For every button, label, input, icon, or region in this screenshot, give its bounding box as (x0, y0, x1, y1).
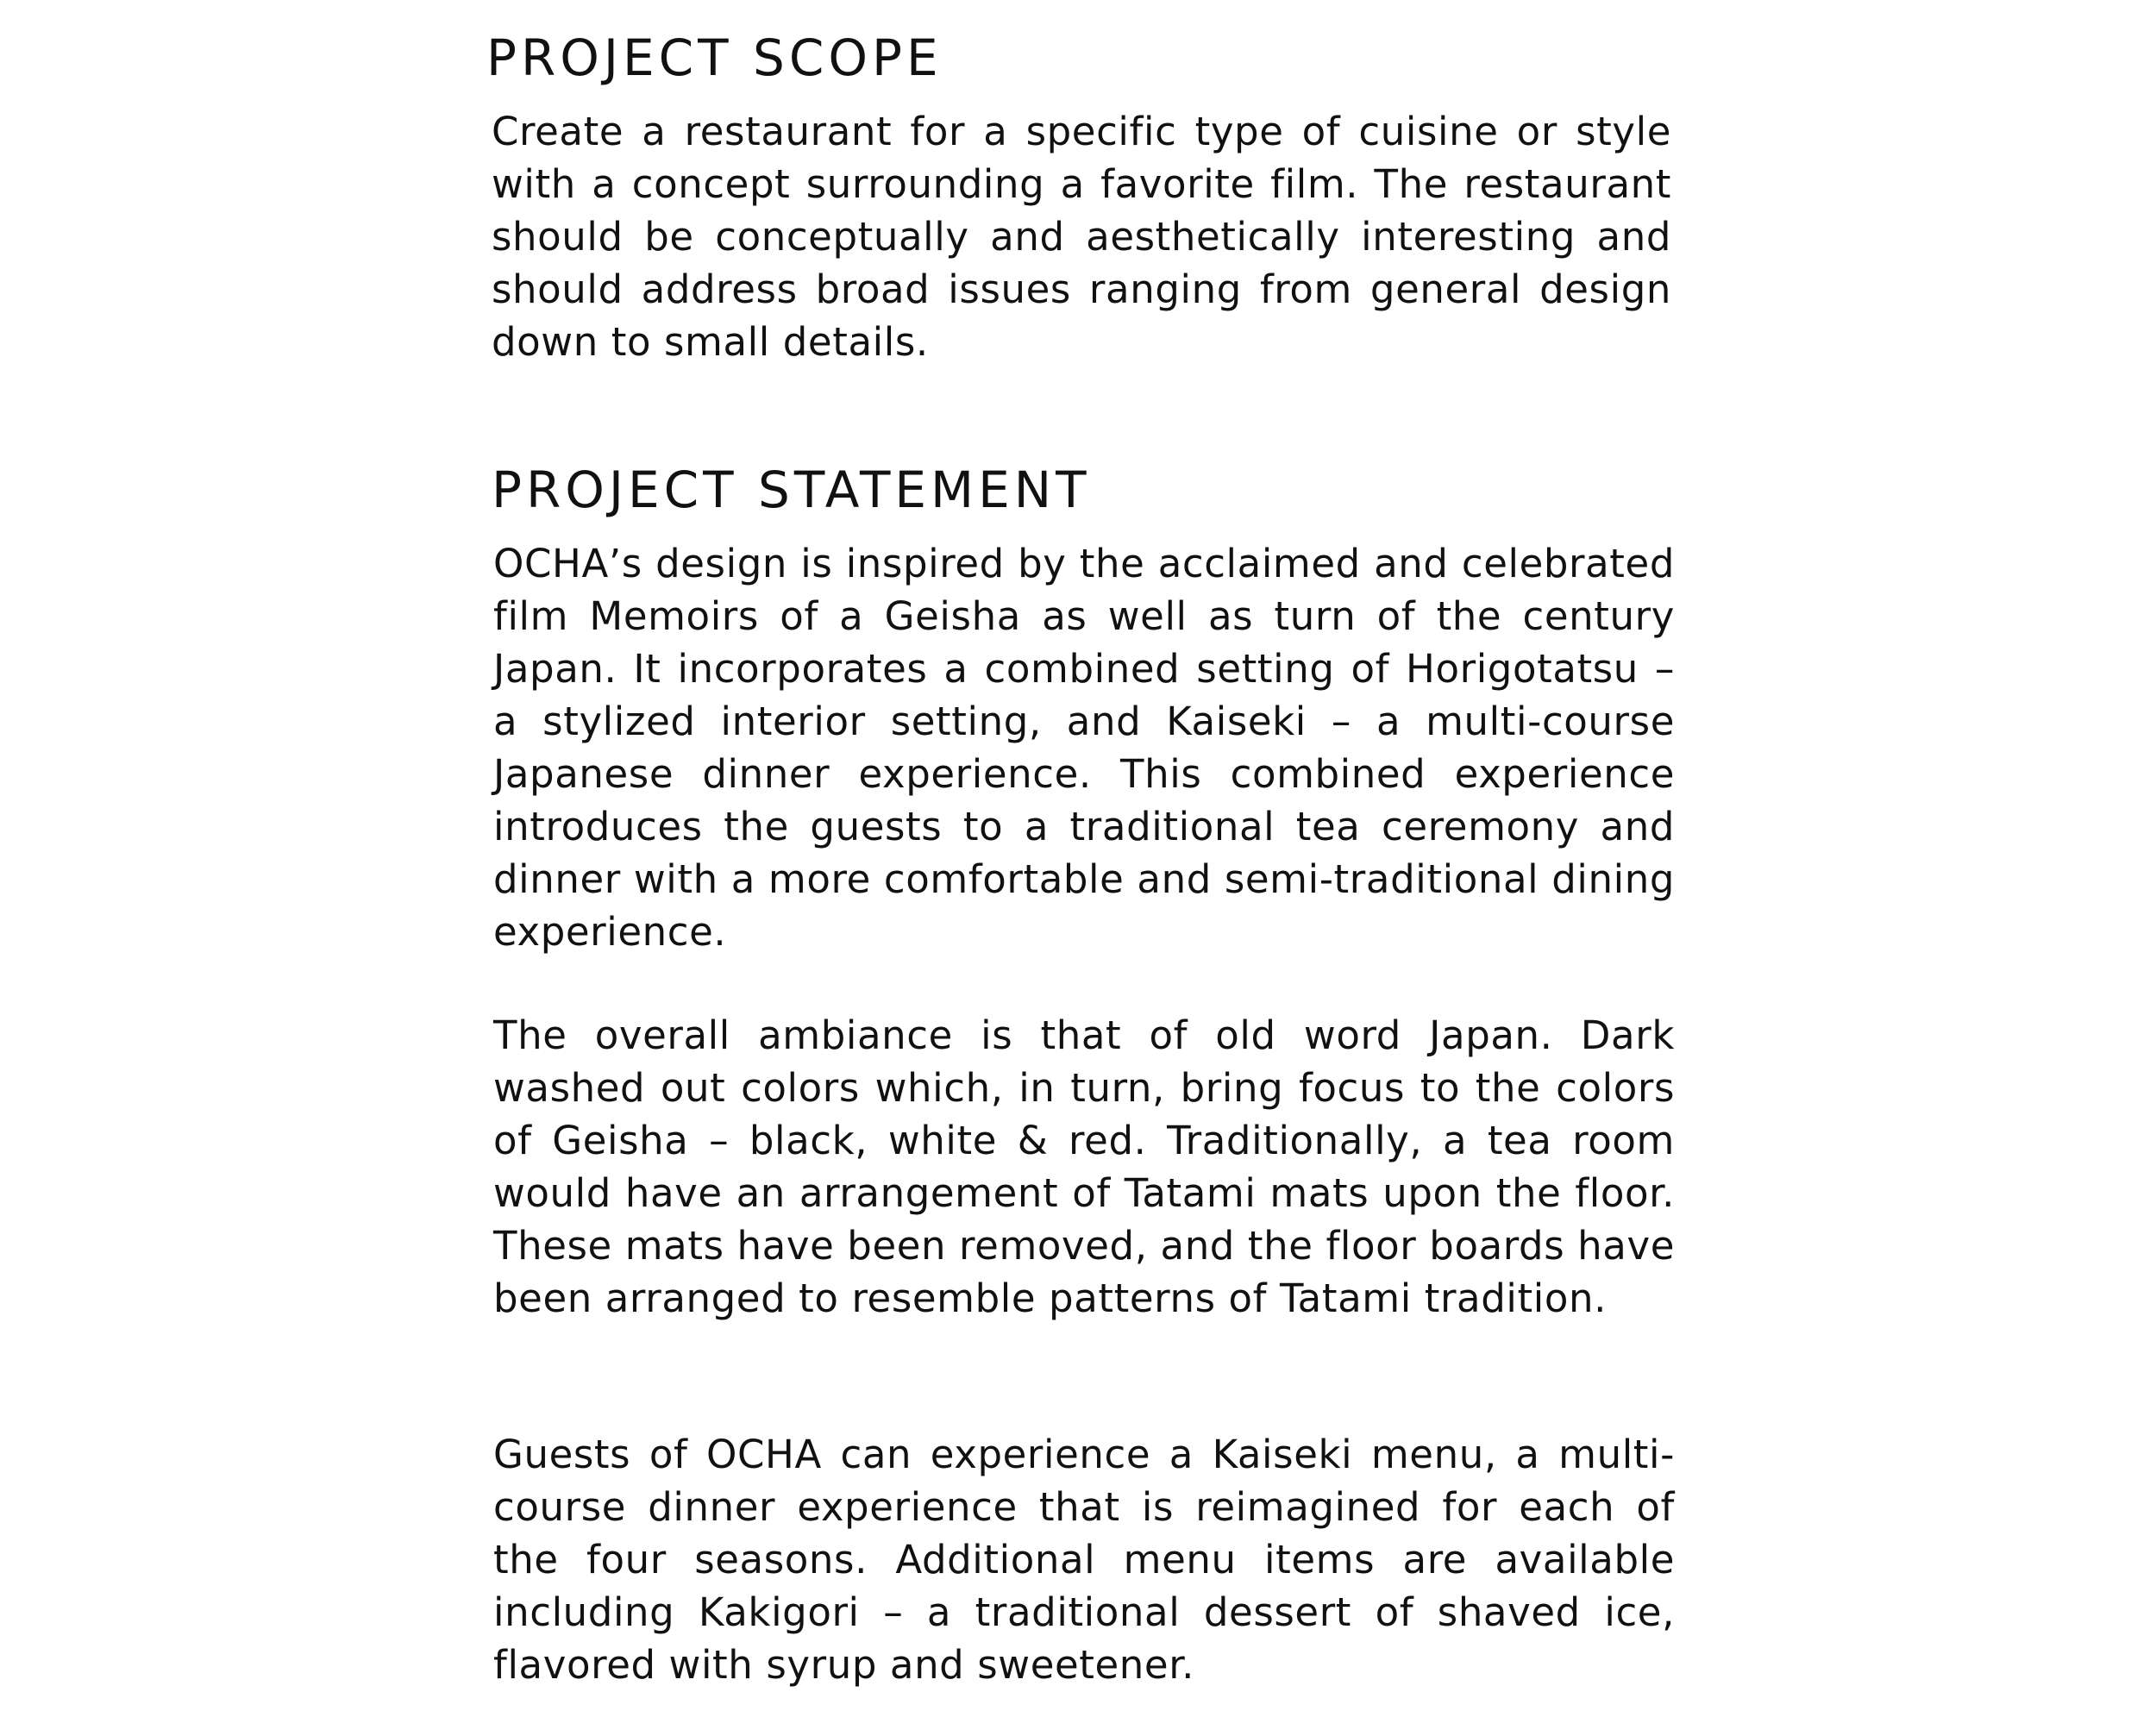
statement-paragraph-ambiance: The overall ambiance is that of old word Japan. Dark washed out colors which, in turn, bring focus to the colors of Geisha – black, white & red. Traditionally, a tea room would have an arrangement of Tatami mats upon the floor. These mats have been removed, and the floor boards have been arranged to resemble patterns of Tatami tradition. (493, 1012, 1675, 1321)
project-scope-paragraph: Create a restaurant for a specific type of cuisine or style with a concept surrounding a favorite film. The restaurant should be conceptually and aesthetically interesting and should address broad issues ranging from general design down to small details. (492, 109, 1671, 365)
project-scope-heading: PROJECT SCOPE (486, 28, 943, 87)
statement-paragraph-design: OCHA’s design is inspired by the acclaimed and celebrated film Memoirs of a Geisha as well as turn of the century Japan. It incorporates a combined setting of Horigotatsu – a stylized interior setting, and Kaiseki – a multi-course Japanese dinner experience. This combined experience introduces the guests to a traditional tea ceremony and dinner with a more comfortable and semi-traditional dining experience. (493, 541, 1675, 955)
project-statement-heading: PROJECT STATEMENT (492, 461, 1091, 519)
statement-paragraph-menu: Guests of OCHA can experience a Kaiseki menu, a multi-course dinner experience that is reimagined for each of the four seasons. Additional menu items are available including Kakigori – a traditional dessert of shaved ice, flavored with syrup and sweetener. (493, 1432, 1675, 1688)
